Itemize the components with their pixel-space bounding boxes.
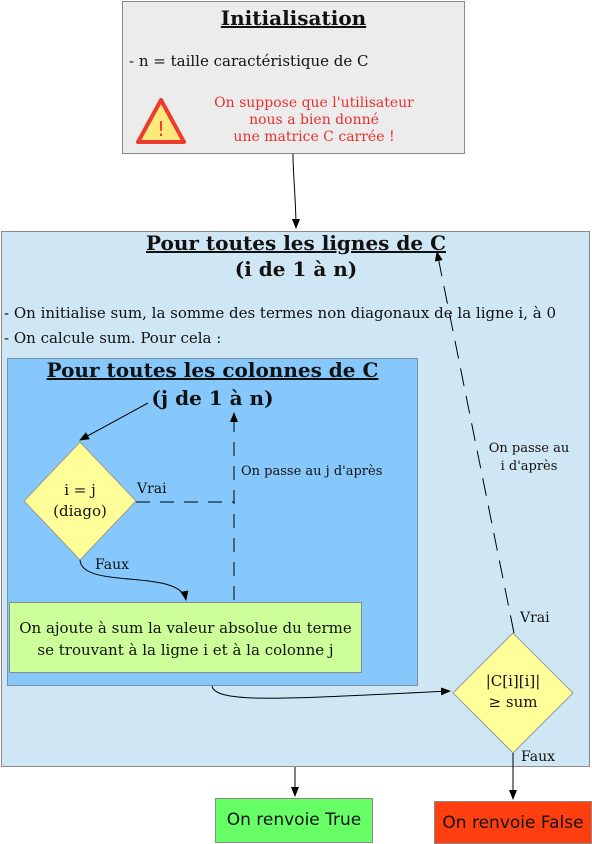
label-vrai-inner: Vrai — [137, 481, 167, 497]
warning-line: nous a bien donné — [249, 112, 379, 128]
result-true-label: On renvoie True — [226, 810, 362, 830]
warning-line: On suppose que l'utilisateur — [214, 95, 414, 111]
inner-loop-range: (j de 1 à n) — [151, 386, 274, 410]
label-next-i — [484, 440, 574, 476]
init-title: Initialisation — [220, 6, 367, 30]
diamond-compare-text — [463, 671, 563, 713]
outer-step-init: - On initialise sum, la somme des termes non diagonaux de la ligne i, à 0 — [4, 304, 556, 322]
action-line: On ajoute à sum la valeur absolue du terme — [19, 619, 352, 637]
arrow-title-to-diamond — [80, 403, 148, 440]
diamond-diag-text — [34, 480, 126, 522]
warning-line: une matrice C carrée ! — [233, 129, 395, 145]
action-line: se trouvant à la ligne i et à la colonne j — [37, 641, 334, 659]
svg-text:!: ! — [156, 117, 166, 141]
inner-loop-heading: Pour toutes les colonnes de C — [46, 358, 379, 382]
label-next-j: On passe au j d'après — [241, 464, 383, 479]
diamond-diag-line: i = j — [64, 481, 96, 499]
label-faux-inner: Faux — [95, 557, 130, 573]
arrow-init-to-outer — [293, 154, 296, 228]
outer-step-compute: - On calcule sum. Pour cela : — [4, 329, 222, 347]
outer-loop-heading: Pour toutes les lignes de C — [146, 231, 446, 255]
diamond-diag-line: (diago) — [53, 502, 107, 520]
label-faux-outer: Faux — [521, 749, 556, 765]
result-true-box — [215, 798, 373, 843]
result-false-label: On renvoie False — [442, 813, 584, 833]
diamond-compare-line: |C[i][i]| — [485, 672, 541, 690]
init-line: - n = taille caractéristique de C — [129, 52, 369, 70]
label-next-i-line: i d'après — [500, 459, 558, 474]
label-vrai-outer: Vrai — [520, 610, 550, 626]
diamond-compare-line: ≥ sum — [488, 693, 538, 711]
result-false-box — [434, 801, 592, 844]
outer-loop-range: (i de 1 à n) — [234, 257, 358, 281]
label-next-i-line: On passe au — [488, 441, 570, 456]
arrow-inner-to-compare — [212, 686, 450, 698]
